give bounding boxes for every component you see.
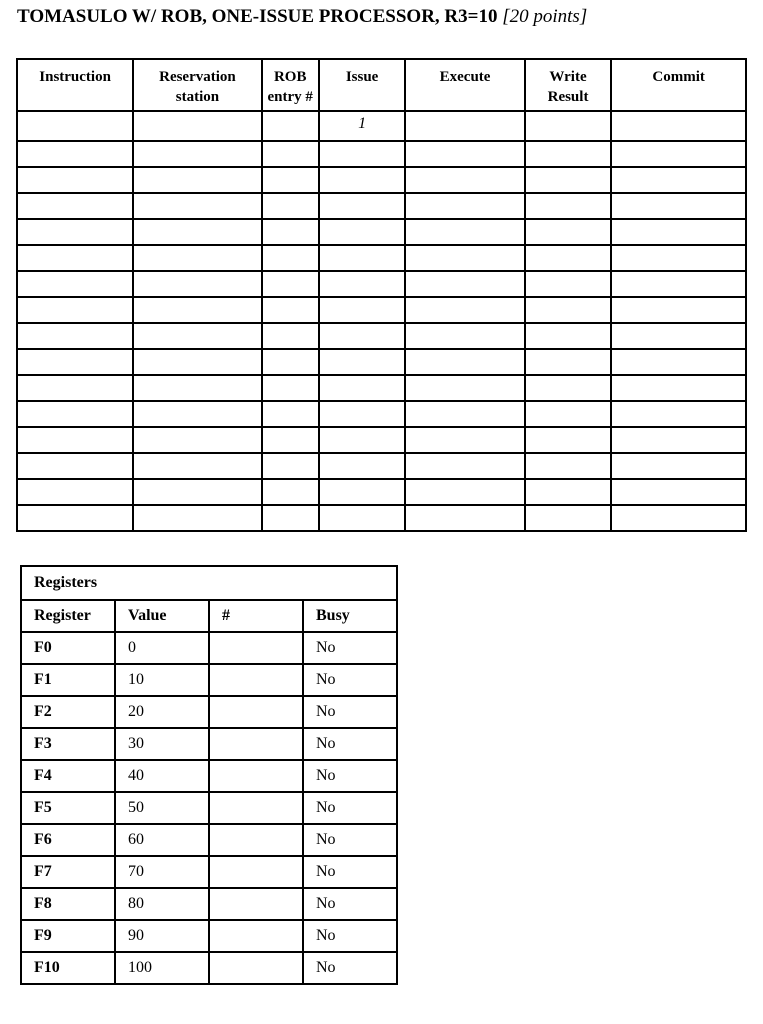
cell-instruction[interactable] <box>17 479 133 505</box>
cell-rob-entry[interactable] <box>262 375 319 401</box>
table-row <box>17 349 746 375</box>
cell-issue[interactable] <box>319 271 406 297</box>
cell-commit[interactable] <box>611 505 746 531</box>
cell-execute[interactable] <box>405 323 524 349</box>
page-title <box>17 6 587 28</box>
register-rob-cell[interactable] <box>209 952 303 984</box>
cell-reservation-station[interactable] <box>133 505 261 531</box>
cell-rob-entry[interactable] <box>262 271 319 297</box>
register-busy-cell: No <box>303 792 397 824</box>
register-busy-cell: No <box>303 760 397 792</box>
registers-caption: Registers <box>21 566 397 600</box>
cell-write-result[interactable] <box>525 193 612 219</box>
register-rob-cell[interactable] <box>209 664 303 696</box>
cell-execute[interactable] <box>405 297 524 323</box>
header-value: Value <box>115 600 209 632</box>
cell-write-result[interactable] <box>525 349 612 375</box>
register-value-cell: 50 <box>115 792 209 824</box>
register-rob-cell[interactable] <box>209 888 303 920</box>
register-rob-cell[interactable] <box>209 856 303 888</box>
cell-instruction[interactable] <box>17 111 133 141</box>
cell-rob-entry[interactable] <box>262 323 319 349</box>
cell-instruction[interactable] <box>17 323 133 349</box>
cell-commit[interactable] <box>611 245 746 271</box>
header-issue: Issue <box>319 59 406 111</box>
cell-rob-entry[interactable] <box>262 453 319 479</box>
table-row <box>17 375 746 401</box>
register-register-cell: F7 <box>21 856 115 888</box>
register-busy-cell: No <box>303 632 397 664</box>
header-rob-number: # <box>209 600 303 632</box>
cell-issue[interactable] <box>319 349 406 375</box>
cell-reservation-station[interactable] <box>133 349 261 375</box>
cell-reservation-station[interactable] <box>133 271 261 297</box>
cell-commit[interactable] <box>611 167 746 193</box>
title-main: TOMASULO W/ ROB, ONE-ISSUE PROCESSOR, R3=10 <box>17 6 498 27</box>
cell-instruction[interactable] <box>17 453 133 479</box>
cell-instruction[interactable] <box>17 401 133 427</box>
cell-rob-entry[interactable] <box>262 111 319 141</box>
header-register: Register <box>21 600 115 632</box>
cell-rob-entry[interactable] <box>262 479 319 505</box>
cell-reservation-station[interactable] <box>133 219 261 245</box>
register-value-cell: 0 <box>115 632 209 664</box>
header-busy: Busy <box>303 600 397 632</box>
cell-rob-entry[interactable] <box>262 297 319 323</box>
register-rob-cell[interactable] <box>209 760 303 792</box>
cell-execute[interactable] <box>405 453 524 479</box>
cell-reservation-station[interactable] <box>133 453 261 479</box>
register-row <box>21 824 397 856</box>
register-busy-cell: No <box>303 728 397 760</box>
cell-rob-entry[interactable] <box>262 505 319 531</box>
register-busy-cell: No <box>303 824 397 856</box>
cell-issue[interactable] <box>319 193 406 219</box>
cell-instruction[interactable] <box>17 505 133 531</box>
cell-write-result[interactable] <box>525 375 612 401</box>
register-value-cell: 20 <box>115 696 209 728</box>
register-register-cell: F9 <box>21 920 115 952</box>
table-row <box>17 167 746 193</box>
register-register-cell: F6 <box>21 824 115 856</box>
table-header-row <box>17 59 746 111</box>
cell-issue[interactable] <box>319 427 406 453</box>
cell-execute[interactable] <box>405 349 524 375</box>
table-row <box>17 193 746 219</box>
cell-instruction[interactable] <box>17 349 133 375</box>
table-row <box>17 427 746 453</box>
cell-execute[interactable] <box>405 111 524 141</box>
cell-write-result[interactable] <box>525 323 612 349</box>
cell-reservation-station[interactable] <box>133 479 261 505</box>
header-commit: Commit <box>611 59 746 111</box>
cell-reservation-station[interactable] <box>133 167 261 193</box>
register-register-cell: F5 <box>21 792 115 824</box>
cell-write-result[interactable] <box>525 219 612 245</box>
cell-rob-entry[interactable] <box>262 401 319 427</box>
cell-write-result[interactable] <box>525 111 612 141</box>
cell-reservation-station[interactable] <box>133 193 261 219</box>
cell-rob-entry[interactable] <box>262 167 319 193</box>
table-row <box>17 219 746 245</box>
cell-rob-entry[interactable] <box>262 427 319 453</box>
register-rob-cell[interactable] <box>209 696 303 728</box>
cell-instruction[interactable] <box>17 167 133 193</box>
header-write-result: Write Result <box>525 59 612 111</box>
register-row <box>21 888 397 920</box>
cell-write-result[interactable] <box>525 401 612 427</box>
register-rob-cell[interactable] <box>209 728 303 760</box>
register-busy-cell: No <box>303 888 397 920</box>
cell-issue[interactable] <box>319 167 406 193</box>
register-row <box>21 920 397 952</box>
table-row <box>17 271 746 297</box>
register-value-cell: 70 <box>115 856 209 888</box>
cell-rob-entry[interactable] <box>262 219 319 245</box>
register-register-cell: F0 <box>21 632 115 664</box>
cell-issue[interactable] <box>319 323 406 349</box>
cell-issue[interactable] <box>319 141 406 167</box>
cell-instruction[interactable] <box>17 271 133 297</box>
table-row <box>17 297 746 323</box>
cell-issue[interactable]: 1 <box>319 111 406 141</box>
cell-issue[interactable] <box>319 505 406 531</box>
register-rob-cell[interactable] <box>209 632 303 664</box>
register-busy-cell: No <box>303 920 397 952</box>
register-row <box>21 696 397 728</box>
cell-issue[interactable] <box>319 375 406 401</box>
cell-instruction[interactable] <box>17 427 133 453</box>
cell-rob-entry[interactable] <box>262 349 319 375</box>
table-row <box>17 453 746 479</box>
cell-commit[interactable] <box>611 375 746 401</box>
cell-reservation-station[interactable] <box>133 427 261 453</box>
cell-execute[interactable] <box>405 167 524 193</box>
cell-execute[interactable] <box>405 505 524 531</box>
cell-commit[interactable] <box>611 427 746 453</box>
table-row <box>17 401 746 427</box>
register-register-cell: F4 <box>21 760 115 792</box>
register-register-cell: F3 <box>21 728 115 760</box>
cell-commit[interactable] <box>611 297 746 323</box>
cell-rob-entry[interactable] <box>262 245 319 271</box>
cell-execute[interactable] <box>405 193 524 219</box>
cell-commit[interactable] <box>611 349 746 375</box>
cell-write-result[interactable] <box>525 453 612 479</box>
cell-instruction[interactable] <box>17 297 133 323</box>
cell-write-result[interactable] <box>525 297 612 323</box>
cell-reservation-station[interactable] <box>133 297 261 323</box>
table-row <box>17 111 746 141</box>
register-register-cell: F2 <box>21 696 115 728</box>
register-register-cell: F1 <box>21 664 115 696</box>
table-row <box>17 141 746 167</box>
cell-rob-entry[interactable] <box>262 193 319 219</box>
table-row <box>17 323 746 349</box>
cell-commit[interactable] <box>611 111 746 141</box>
cell-write-result[interactable] <box>525 141 612 167</box>
cell-issue[interactable] <box>319 297 406 323</box>
cell-reservation-station[interactable] <box>133 323 261 349</box>
registers-header-row <box>21 600 397 632</box>
cell-commit[interactable] <box>611 219 746 245</box>
register-row <box>21 760 397 792</box>
register-register-cell: F10 <box>21 952 115 984</box>
cell-instruction[interactable] <box>17 375 133 401</box>
table-row <box>17 479 746 505</box>
cell-reservation-station[interactable] <box>133 111 261 141</box>
table-row <box>17 245 746 271</box>
cell-execute[interactable] <box>405 219 524 245</box>
register-row <box>21 792 397 824</box>
register-value-cell: 40 <box>115 760 209 792</box>
cell-issue[interactable] <box>319 453 406 479</box>
cell-write-result[interactable] <box>525 505 612 531</box>
cell-issue[interactable] <box>319 245 406 271</box>
cell-instruction[interactable] <box>17 245 133 271</box>
cell-write-result[interactable] <box>525 479 612 505</box>
cell-reservation-station[interactable] <box>133 245 261 271</box>
register-register-cell: F8 <box>21 888 115 920</box>
register-value-cell: 90 <box>115 920 209 952</box>
register-row <box>21 664 397 696</box>
cell-execute[interactable] <box>405 271 524 297</box>
register-value-cell: 100 <box>115 952 209 984</box>
cell-commit[interactable] <box>611 271 746 297</box>
cell-execute[interactable] <box>405 141 524 167</box>
register-rob-cell[interactable] <box>209 792 303 824</box>
title-points: [20 points] <box>502 6 588 27</box>
header-reservation-station: Reservation station <box>133 59 261 111</box>
header-rob-entry: ROB entry # <box>262 59 319 111</box>
cell-reservation-station[interactable] <box>133 141 261 167</box>
cell-reservation-station[interactable] <box>133 375 261 401</box>
register-busy-cell: No <box>303 856 397 888</box>
register-busy-cell: No <box>303 696 397 728</box>
register-row <box>21 952 397 984</box>
register-value-cell: 30 <box>115 728 209 760</box>
table-row <box>17 505 746 531</box>
registers-table <box>20 565 398 985</box>
register-row <box>21 632 397 664</box>
register-rob-cell[interactable] <box>209 920 303 952</box>
cell-commit[interactable] <box>611 323 746 349</box>
cell-execute[interactable] <box>405 375 524 401</box>
cell-reservation-station[interactable] <box>133 401 261 427</box>
cell-commit[interactable] <box>611 401 746 427</box>
tomasulo-table <box>16 58 747 532</box>
cell-write-result[interactable] <box>525 271 612 297</box>
register-rob-cell[interactable] <box>209 824 303 856</box>
cell-write-result[interactable] <box>525 167 612 193</box>
header-execute: Execute <box>405 59 524 111</box>
cell-commit[interactable] <box>611 193 746 219</box>
cell-instruction[interactable] <box>17 193 133 219</box>
cell-rob-entry[interactable] <box>262 141 319 167</box>
cell-issue[interactable] <box>319 401 406 427</box>
cell-execute[interactable] <box>405 245 524 271</box>
register-value-cell: 60 <box>115 824 209 856</box>
cell-execute[interactable] <box>405 401 524 427</box>
register-value-cell: 80 <box>115 888 209 920</box>
register-busy-cell: No <box>303 952 397 984</box>
cell-issue[interactable] <box>319 479 406 505</box>
cell-instruction[interactable] <box>17 219 133 245</box>
cell-execute[interactable] <box>405 427 524 453</box>
cell-commit[interactable] <box>611 141 746 167</box>
cell-commit[interactable] <box>611 479 746 505</box>
cell-issue[interactable] <box>319 219 406 245</box>
register-row <box>21 856 397 888</box>
header-instruction: Instruction <box>17 59 133 111</box>
cell-write-result[interactable] <box>525 245 612 271</box>
registers-caption-row <box>21 566 397 600</box>
cell-commit[interactable] <box>611 453 746 479</box>
cell-write-result[interactable] <box>525 427 612 453</box>
cell-instruction[interactable] <box>17 141 133 167</box>
register-row <box>21 728 397 760</box>
register-busy-cell: No <box>303 664 397 696</box>
register-value-cell: 10 <box>115 664 209 696</box>
cell-execute[interactable] <box>405 479 524 505</box>
